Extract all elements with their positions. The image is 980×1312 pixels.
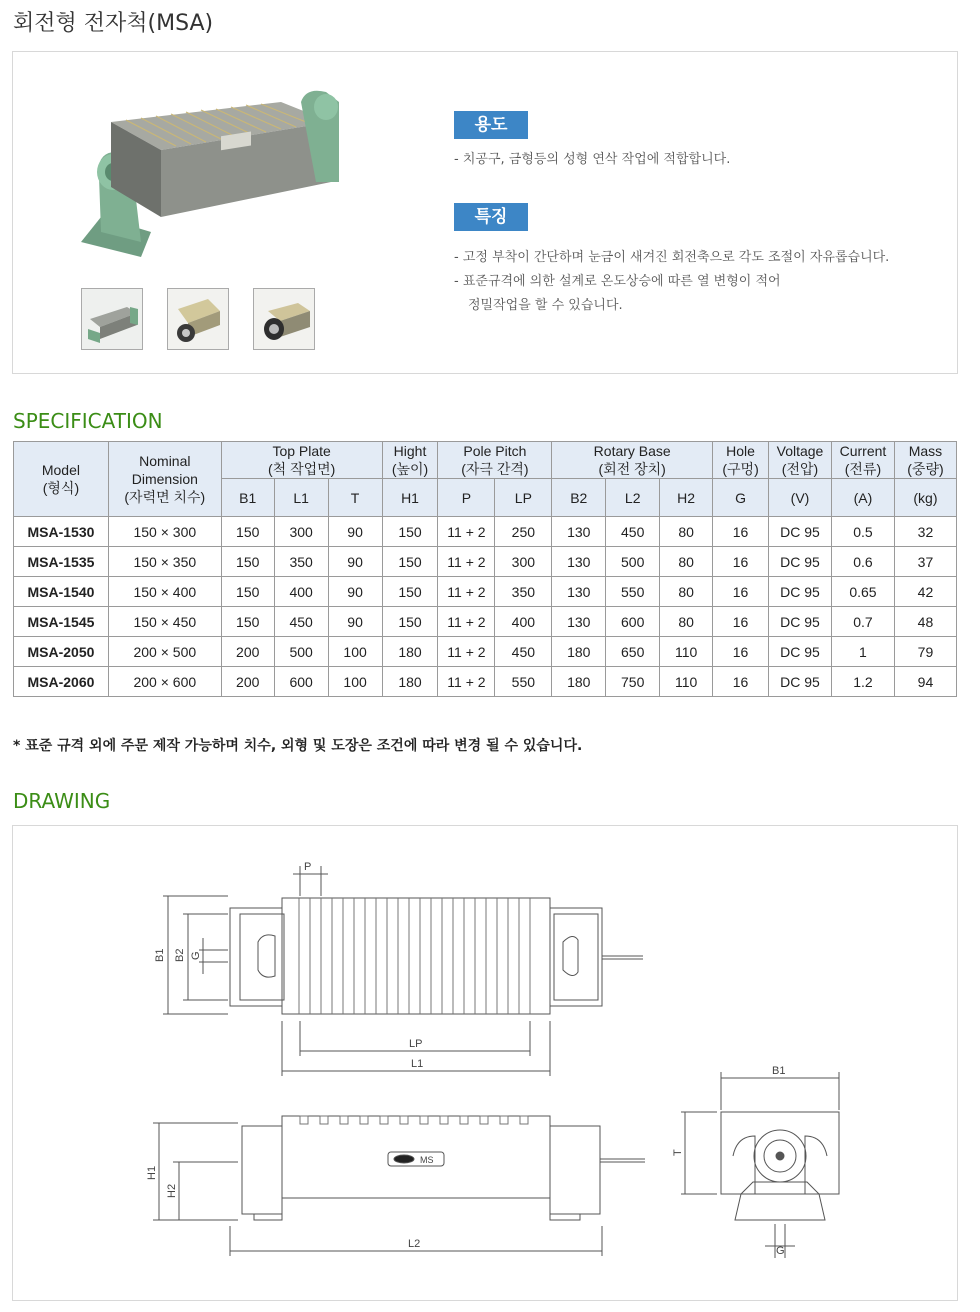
subheader-cell: T (328, 479, 382, 517)
table-cell: 150 (382, 517, 438, 547)
page-title: 회전형 전자척(MSA) (13, 11, 214, 36)
model-cell: MSA-1540 (14, 577, 109, 607)
table-row (14, 517, 957, 547)
dim-label-lp: LP (409, 1038, 423, 1050)
table-cell: 11 + 2 (438, 667, 495, 697)
subheader-cell: B1 (221, 479, 274, 517)
dim-label-h2: H2 (166, 1183, 178, 1198)
table-cell: 80 (660, 577, 713, 607)
table-cell: 600 (274, 667, 328, 697)
table-cell: 450 (274, 607, 328, 637)
dim-label-p: P (304, 861, 312, 873)
table-cell: 90 (328, 547, 382, 577)
table-cell: 37 (894, 547, 956, 577)
feature-badge: 특징 (454, 203, 528, 231)
dim-label-h1: H1 (146, 1165, 158, 1180)
table-cell: DC 95 (769, 637, 832, 667)
header-mass: Mass (중량) (894, 442, 956, 479)
table-cell: 200 × 500 (108, 637, 221, 667)
table-cell: 400 (495, 607, 552, 637)
table-cell: 42 (894, 577, 956, 607)
table-cell: 250 (495, 517, 552, 547)
table-row (14, 667, 957, 697)
dim-label-t: T (672, 1149, 684, 1156)
table-cell: 600 (606, 607, 660, 637)
table-cell: 11 + 2 (438, 577, 495, 607)
table-cell: 300 (274, 517, 328, 547)
table-cell: 550 (495, 667, 552, 697)
table-cell: DC 95 (769, 607, 832, 637)
product-image (71, 82, 341, 262)
dim-label-g-side: G (776, 1245, 785, 1257)
header-nominal: Nominal Dimension (자력면 치수) (108, 442, 221, 517)
drawing-box (12, 825, 958, 1301)
model-cell: MSA-1530 (14, 517, 109, 547)
table-cell: 0.5 (831, 517, 894, 547)
model-cell: MSA-2050 (14, 637, 109, 667)
table-cell: 11 + 2 (438, 637, 495, 667)
table-cell: 180 (382, 667, 438, 697)
specification-title: SPECIFICATION (13, 409, 163, 433)
header-voltage: Voltage (전압) (769, 442, 832, 479)
table-cell: 150 × 350 (108, 547, 221, 577)
model-cell: MSA-1545 (14, 607, 109, 637)
table-cell: 350 (495, 577, 552, 607)
model-cell: MSA-1535 (14, 547, 109, 577)
dim-label-b1: B1 (154, 948, 166, 962)
table-row (14, 607, 957, 637)
table-cell: 550 (606, 577, 660, 607)
table-cell: 130 (552, 607, 606, 637)
table-row (14, 577, 957, 607)
model-cell: MSA-2060 (14, 667, 109, 697)
table-cell: 11 + 2 (438, 547, 495, 577)
subheader-cell: P (438, 479, 495, 517)
table-cell: 110 (660, 667, 713, 697)
table-cell: 1 (831, 637, 894, 667)
table-cell: 11 + 2 (438, 607, 495, 637)
subheader-cell: B2 (552, 479, 606, 517)
dim-label-l2: L2 (408, 1238, 421, 1250)
product-intro-box (12, 51, 958, 374)
table-cell: 16 (713, 577, 769, 607)
subheader-cell: (A) (831, 479, 894, 517)
table-cell: DC 95 (769, 547, 832, 577)
subheader-cell: G (713, 479, 769, 517)
table-cell: 80 (660, 607, 713, 637)
table-cell: 130 (552, 517, 606, 547)
dim-label-b1-side: B1 (772, 1065, 786, 1077)
technical-drawing (13, 826, 957, 1300)
spec-table (13, 441, 957, 697)
table-cell: 450 (495, 637, 552, 667)
table-cell: 150 (382, 577, 438, 607)
table-cell: 200 (221, 667, 274, 697)
table-cell: 150 (221, 577, 274, 607)
table-cell: 79 (894, 637, 956, 667)
usage-badge: 용도 (454, 111, 528, 139)
table-cell: 350 (274, 547, 328, 577)
brand-label: MS (420, 1155, 434, 1165)
table-cell: 150 (221, 607, 274, 637)
feature-item: - 고정 부착이 간단하며 눈금이 새겨진 회전축으로 각도 조절이 자유롭습니다. (454, 250, 890, 265)
table-cell: 180 (382, 637, 438, 667)
table-cell: 150 (221, 517, 274, 547)
table-cell: 500 (274, 637, 328, 667)
header-pole-pitch: Pole Pitch (자극 간격) (438, 442, 552, 479)
dim-label-l1: L1 (411, 1058, 424, 1070)
table-cell: 750 (606, 667, 660, 697)
table-cell: 150 (382, 607, 438, 637)
table-cell: 150 (382, 547, 438, 577)
table-cell: 0.7 (831, 607, 894, 637)
spec-note: * 표준 규격 외에 주문 제작 가능하며 치수, 외형 및 도장은 조건에 따라 변경 될 수 있습니다. (13, 738, 583, 754)
table-cell: 0.6 (831, 547, 894, 577)
table-cell: 16 (713, 637, 769, 667)
dim-label-g: G (190, 951, 202, 960)
table-cell: 90 (328, 607, 382, 637)
header-current: Current (전류) (831, 442, 894, 479)
header-top-plate: Top Plate (척 작업면) (221, 442, 382, 479)
header-model: Model (형식) (14, 442, 109, 517)
subheader-cell: H1 (382, 479, 438, 517)
table-cell: 450 (606, 517, 660, 547)
table-cell: 130 (552, 577, 606, 607)
table-cell: 180 (552, 667, 606, 697)
table-cell: 150 × 300 (108, 517, 221, 547)
table-cell: 48 (894, 607, 956, 637)
feature-item: 정밀작업을 할 수 있습니다. (468, 298, 623, 313)
table-cell: 150 × 400 (108, 577, 221, 607)
table-cell: 200 (221, 637, 274, 667)
usage-item: - 치공구, 금형등의 성형 연삭 작업에 적합합니다. (454, 152, 731, 167)
table-cell: 90 (328, 577, 382, 607)
subheader-cell: H2 (660, 479, 713, 517)
table-cell: 16 (713, 607, 769, 637)
table-cell: 180 (552, 637, 606, 667)
table-cell: 300 (495, 547, 552, 577)
header-hole: Hole (구멍) (713, 442, 769, 479)
table-cell: 150 × 450 (108, 607, 221, 637)
table-cell: 1.2 (831, 667, 894, 697)
table-cell: 0.65 (831, 577, 894, 607)
table-cell: 16 (713, 667, 769, 697)
table-cell: DC 95 (769, 667, 832, 697)
table-cell: 500 (606, 547, 660, 577)
table-cell: 200 × 600 (108, 667, 221, 697)
drawing-title: DRAWING (13, 789, 111, 813)
subheader-cell: (V) (769, 479, 832, 517)
table-cell: 80 (660, 547, 713, 577)
table-cell: 32 (894, 517, 956, 547)
table-cell: 100 (328, 667, 382, 697)
table-cell: 130 (552, 547, 606, 577)
subheader-cell: L1 (274, 479, 328, 517)
table-cell: 100 (328, 637, 382, 667)
feature-item: - 표준규격에 의한 설계로 온도상승에 따른 열 변형이 적어 (454, 274, 781, 289)
thumbnail-front[interactable] (81, 288, 143, 350)
table-cell: 650 (606, 637, 660, 667)
dim-label-b2: B2 (174, 948, 186, 962)
table-cell: DC 95 (769, 577, 832, 607)
thumbnail-angle[interactable] (167, 288, 229, 350)
header-hight: Hight (높이) (382, 442, 438, 479)
table-cell: 80 (660, 517, 713, 547)
subheader-cell: LP (495, 479, 552, 517)
table-cell: 90 (328, 517, 382, 547)
subheader-cell: (kg) (894, 479, 956, 517)
table-row (14, 547, 957, 577)
table-cell: 150 (221, 547, 274, 577)
table-cell: 400 (274, 577, 328, 607)
table-cell: DC 95 (769, 517, 832, 547)
table-row (14, 637, 957, 667)
table-cell: 11 + 2 (438, 517, 495, 547)
table-cell: 94 (894, 667, 956, 697)
table-cell: 110 (660, 637, 713, 667)
subheader-cell: L2 (606, 479, 660, 517)
thumbnail-side[interactable] (253, 288, 315, 350)
table-cell: 16 (713, 517, 769, 547)
header-rotary-base: Rotary Base (회전 장치) (552, 442, 713, 479)
table-cell: 16 (713, 547, 769, 577)
